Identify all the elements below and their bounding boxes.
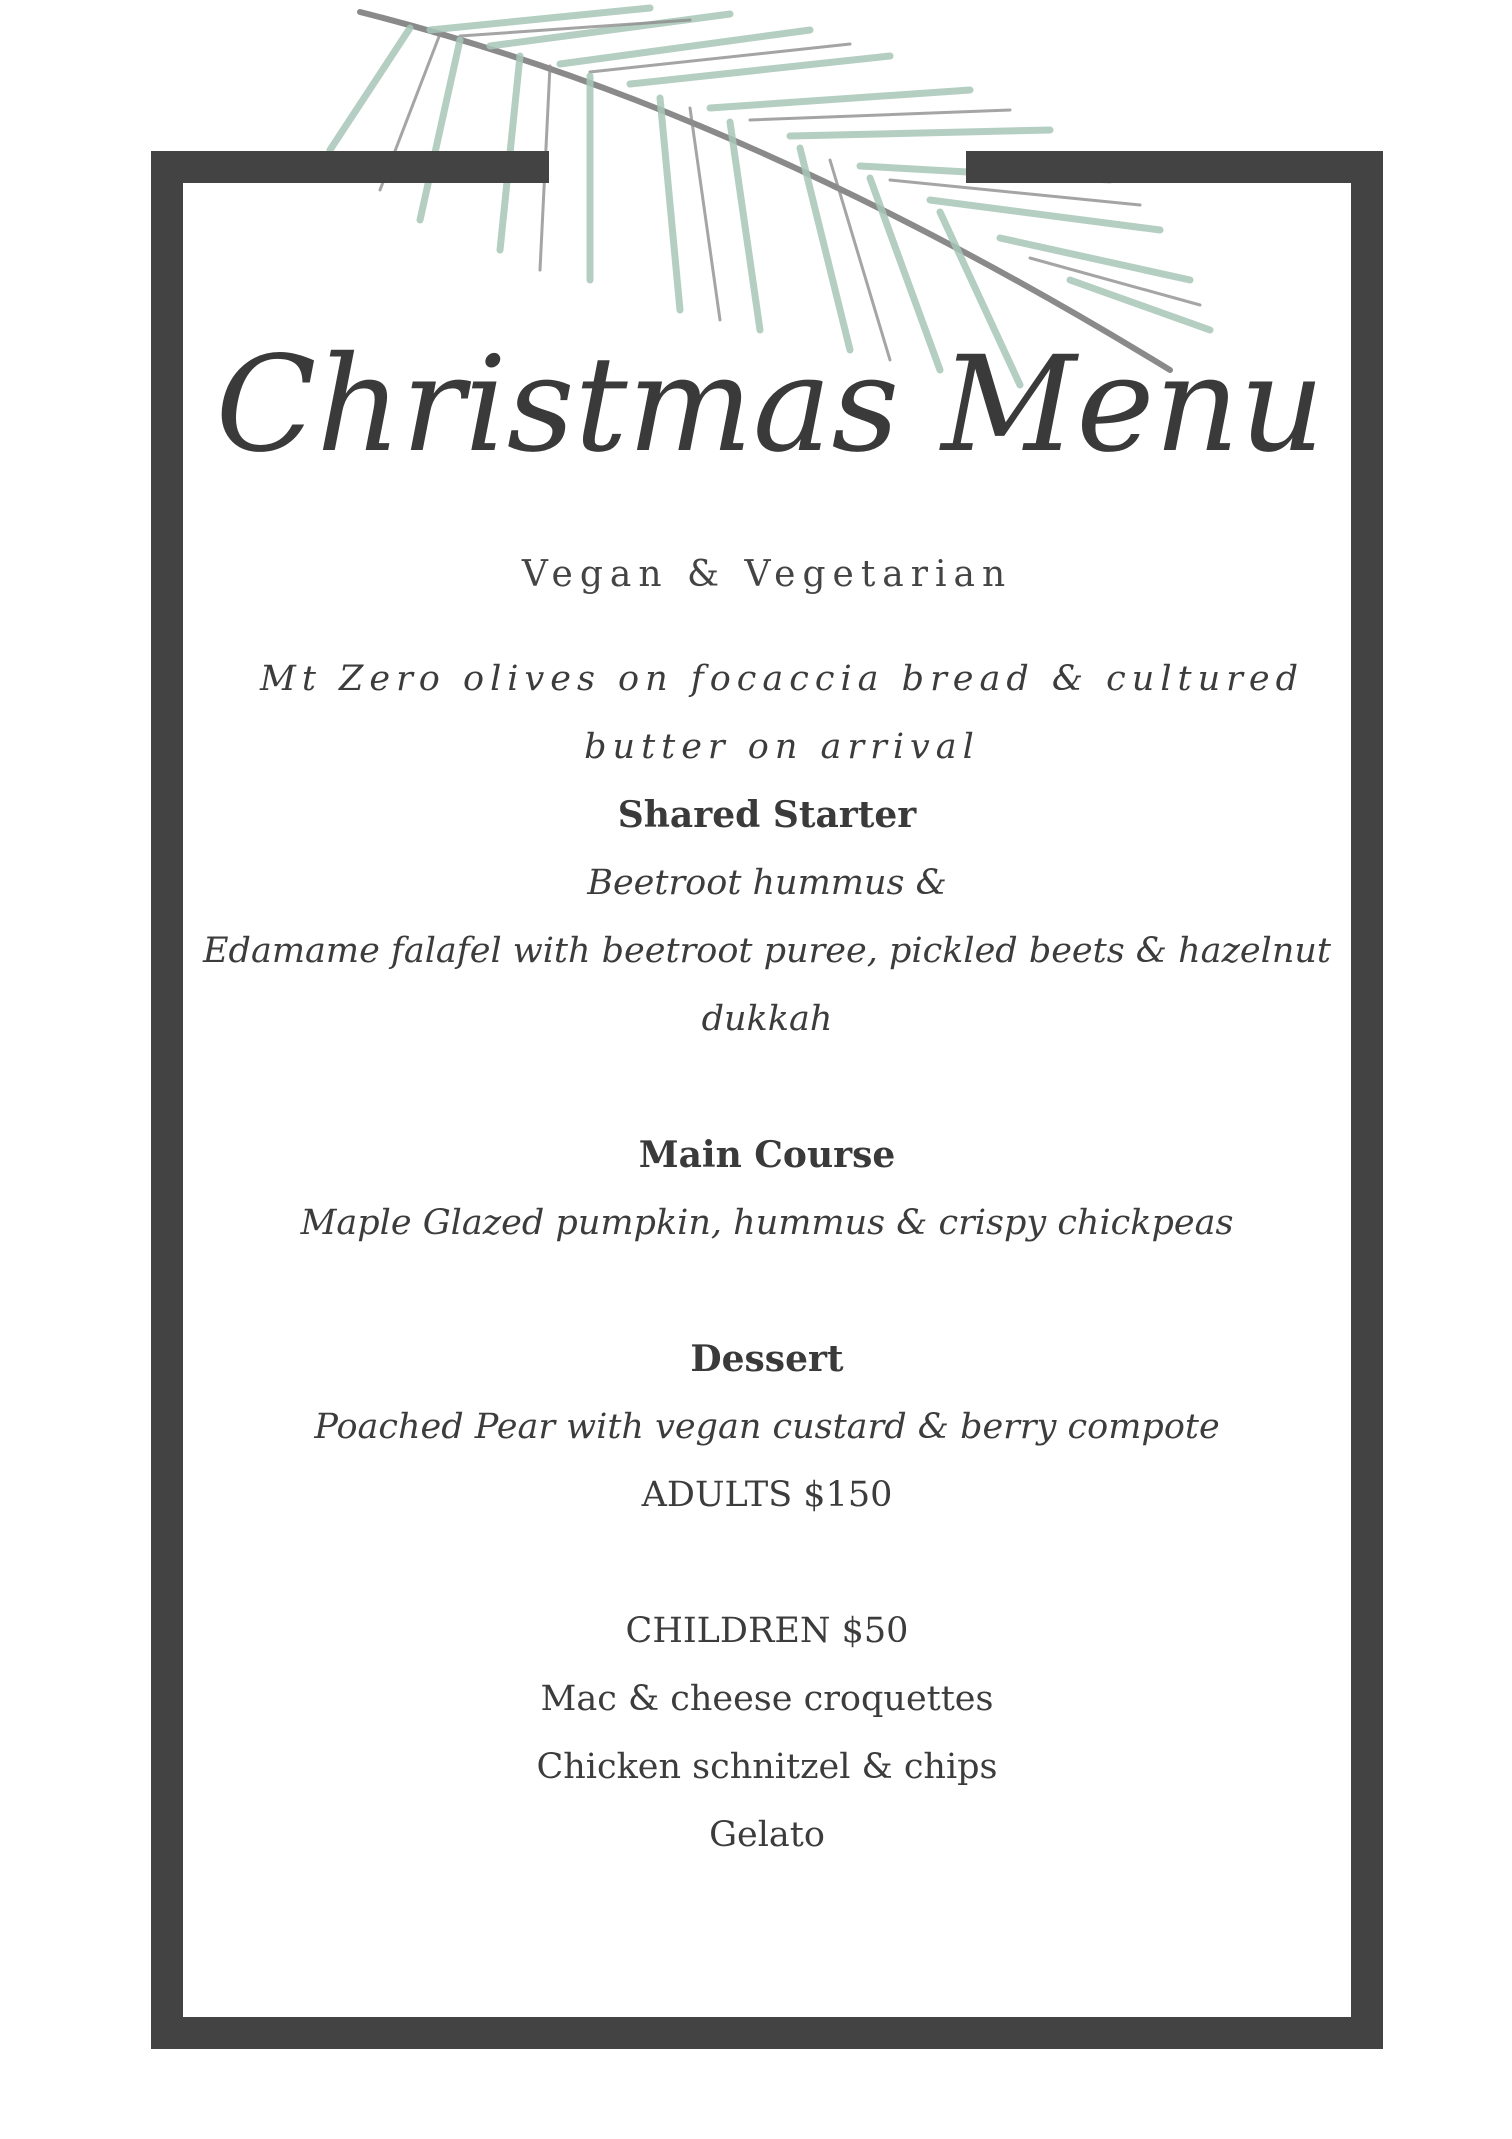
dessert-line-1: Poached Pear with vegan custard & berry compote <box>314 1407 1220 1447</box>
menu-frame-top-right <box>966 151 1383 183</box>
children-price: CHILDREN $50 <box>625 1611 909 1651</box>
arrival-line: Mt Zero olives on focaccia bread & cultured butter on arrival <box>260 659 1304 767</box>
spacer <box>183 1529 1351 1597</box>
starter-heading: Shared Starter <box>617 794 917 836</box>
spacer <box>183 1053 1351 1121</box>
spacer <box>183 1257 1351 1325</box>
main-line-1: Maple Glazed pumpkin, hummus & crispy chickpeas <box>300 1203 1234 1243</box>
children-item: Gelato <box>709 1815 825 1855</box>
children-item: Chicken schnitzel & chips <box>536 1747 998 1787</box>
starter-line-1: Beetroot hummus & <box>587 863 947 903</box>
menu-frame-top-left <box>151 151 549 183</box>
dessert-heading: Dessert <box>690 1338 844 1380</box>
menu-title <box>215 300 1325 560</box>
main-heading: Main Course <box>638 1134 896 1176</box>
children-item: Mac & cheese croquettes <box>540 1679 994 1719</box>
adults-price: ADULTS $150 <box>641 1475 893 1515</box>
menu-subtitle: Vegan & Vegetarian <box>521 554 1013 595</box>
menu-content <box>183 540 1351 1869</box>
menu-title-text: Christmas Menu <box>215 328 1325 482</box>
starter-line-2: Edamame falafel with beetroot puree, pickled beets & hazelnut dukkah <box>203 931 1331 1039</box>
